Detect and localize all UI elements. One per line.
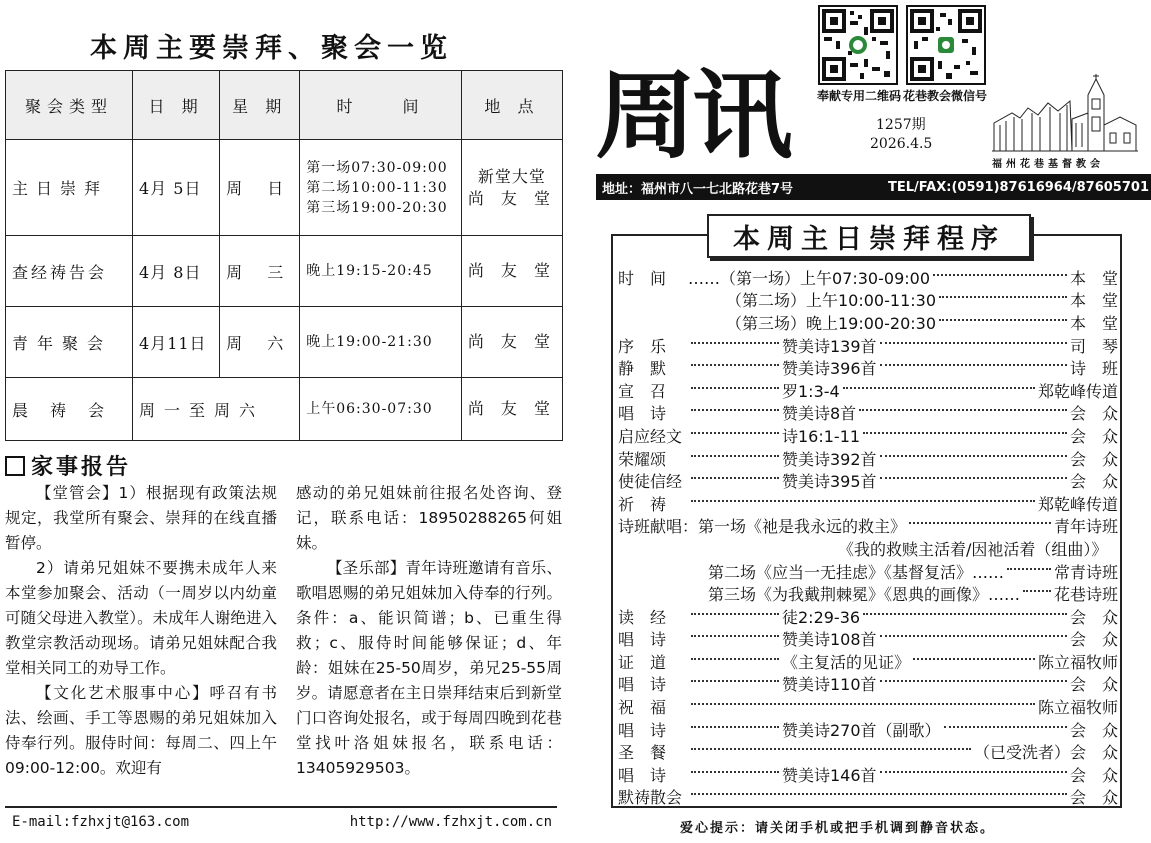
program-item (618, 673, 1118, 696)
program-item-content: 赞美诗395首 (782, 472, 877, 492)
family-report-left-column (5, 481, 277, 781)
header-date: 日 期 (133, 71, 220, 140)
leader-dots (913, 658, 1035, 660)
notice-paragraph: 感动的弟兄姐妹前往报名处咨询、登记，联系电话：18950288265何姐妹。 (296, 484, 562, 552)
website-link[interactable]: http://www.fzhxjt.com.cn (349, 814, 552, 830)
leader-dots (944, 726, 1067, 728)
leader-dots (691, 726, 779, 728)
program-item-label: 唱 诗 (618, 720, 667, 740)
family-report-title: 家事报告 (31, 454, 132, 480)
header-type: 聚会类型 (6, 71, 133, 140)
meeting-time (300, 140, 462, 236)
program-item (618, 492, 1118, 515)
leader-dots (880, 477, 1067, 479)
program-item (618, 311, 1118, 334)
leader-dots (880, 771, 1067, 773)
program-item-label: 时 间 (618, 268, 667, 288)
leader-dots (909, 522, 1051, 524)
program-item-label: 荣耀颂 (618, 449, 667, 469)
program-item (618, 356, 1118, 379)
program-item-leader: 本 堂 (1069, 313, 1118, 333)
leader-dots (691, 658, 779, 660)
table-row (6, 140, 563, 236)
program-item-content: 《我的救赎主活着/因祂活着（组曲）》 (838, 539, 1108, 559)
notice-paragraph: 【圣乐部】青年诗班邀请有音乐、歌唱恩赐的弟兄姐妹加入侍奉的行列。条件：a、能识简谱；b、已重生得救；c、服侍时间能够保证；d、年龄：姐妹在25-50周岁，弟兄25-55周岁。请愿意者在主日崇拜结束后到新堂门口咨询处报名，或于每周四晚到花巷堂找叶洛姐妹报名，联系电话：13405929503。 (296, 559, 562, 777)
leader-dots (691, 342, 779, 344)
meeting-time: 上午06:30-07:30 (300, 378, 462, 441)
leader-dots (691, 387, 779, 389)
leader-dots (880, 364, 1067, 366)
program-item (618, 424, 1118, 447)
program-item (618, 582, 1118, 605)
leader-dots (691, 635, 779, 637)
table-row (6, 378, 563, 441)
program-item (618, 266, 1118, 289)
notice-paragraph: 【文化艺术服事中心】呼召有书法、绘画、手工等恩赐的弟兄姐妹加入侍奉行列。服侍时间：每周二、四上午09:00-12:00。欢迎有 (5, 684, 277, 777)
program-item-label: 唱 诗 (618, 404, 667, 424)
leader-dots (691, 409, 779, 411)
meeting-place: 尚 友 堂 (461, 236, 562, 307)
leader-dots (691, 477, 779, 479)
program-item-leader: 本 堂 (1069, 268, 1118, 288)
program-item-content: 诗16:1-11 (782, 426, 861, 446)
program-item-content: 赞美诗110首 (782, 675, 877, 695)
leader-dots (863, 432, 1067, 434)
leader-dots (691, 703, 1035, 705)
program-item-content: 徒2:29-36 (782, 607, 861, 627)
leader-dots (691, 613, 779, 615)
meeting-place (461, 140, 562, 236)
meeting-date: 4月11日 (133, 307, 220, 378)
program-item-leader: 会 众 (1069, 404, 1118, 424)
issue-info (870, 116, 932, 154)
leader-dots (933, 274, 1067, 276)
program-item-leader: 会 众 (1069, 675, 1118, 695)
leader-dots (863, 613, 1067, 615)
program-item-label: 祈 祷 (618, 494, 667, 514)
program-item-content: 赞美诗146首 (782, 765, 877, 785)
program-item (618, 628, 1118, 651)
leader-dots (880, 635, 1067, 637)
program-item-content: 赞美诗108首 (782, 630, 877, 650)
time-line: 第二场10:00-11:30 (306, 179, 448, 196)
church-name: 福州花巷基督教会 (992, 159, 1104, 170)
program-item-label: 圣 餐 (618, 743, 667, 763)
program-item (618, 650, 1118, 673)
program-title: 本周主日崇拜程序 (707, 214, 1031, 258)
donation-qr-label: 奉献专用二维码 (817, 89, 902, 103)
family-report-right-column (296, 481, 562, 781)
program-item-leader: 郑乾峰传道 (1037, 381, 1118, 401)
time-line: 第三场19:00-20:30 (306, 199, 448, 216)
program-item-leader: 本 堂 (1069, 291, 1118, 311)
program-item-content: 赞美诗8首 (782, 404, 857, 424)
program-item-leader: 会 众 (1069, 765, 1118, 785)
program-item-label: 启应经文 (618, 426, 683, 446)
table-row (6, 236, 563, 307)
header-weekday: 星 期 (220, 71, 300, 140)
program-item-content: 第三场《为我戴荆棘冕》《恩典的画像》…… (708, 585, 1021, 605)
program-item-label: 祝 福 (618, 698, 667, 718)
program-list (618, 266, 1118, 808)
program-item (618, 560, 1118, 583)
leader-dots (880, 342, 1067, 344)
leader-dots (939, 296, 1067, 298)
program-item-leader: （已受洗者）会 众 (973, 743, 1118, 763)
leader-dots (691, 680, 779, 682)
leader-dots (1007, 568, 1051, 570)
program-item (618, 515, 1118, 538)
wechat-qr-label: 花巷教会微信号 (903, 89, 988, 103)
address-text: 地址：福州市八一七北路花巷7号 (602, 181, 794, 197)
meeting-time: 晚上19:00-21:30 (300, 307, 462, 378)
time-line: 第一场07:30-09:00 (306, 159, 448, 176)
place-line: 尚 友 堂 (467, 188, 556, 208)
notice-paragraph: 【堂管会】1）根据现有政策法规规定，我堂所有聚会、崇拜的在线直播暂停。 (5, 484, 277, 552)
place-line: 新堂大堂 (477, 166, 546, 186)
header-place: 地 点 (461, 71, 562, 140)
program-item-label: 宣 召 (618, 381, 667, 401)
leader-dots (691, 364, 779, 366)
leader-dots (880, 680, 1067, 682)
program-item-label: 唱 诗 (618, 630, 667, 650)
program-item-leader: 诗 班 (1069, 359, 1118, 379)
phone-text: TEL/FAX:(0591)87616964/87605701 (888, 179, 1149, 195)
address-bar (596, 174, 1151, 200)
program-item-label: 唱 诗 (618, 675, 667, 695)
program-item-label: 使徒信经 (618, 472, 683, 492)
program-item-label: 诗班献唱： (618, 517, 699, 537)
program-item-content: 赞美诗392首 (782, 449, 877, 469)
program-item (618, 537, 1118, 560)
program-item-leader: 花巷诗班 (1053, 585, 1118, 605)
program-item-leader: 会 众 (1069, 426, 1118, 446)
program-item-leader: 司 琴 (1069, 336, 1118, 356)
program-item (618, 740, 1118, 763)
program-item-content: 罗1:3-4 (782, 381, 840, 401)
family-report-heading (5, 450, 131, 481)
program-item-content: 第一场《祂是我永远的救主》 (698, 517, 907, 537)
program-item-label: 唱 诗 (618, 765, 667, 785)
meeting-type: 查经祷告会 (6, 236, 133, 307)
program-item-label: 默祷散会 (618, 788, 683, 808)
program-item (618, 763, 1118, 786)
program-item-leader: 会 众 (1069, 449, 1118, 469)
leader-dots (691, 793, 1067, 795)
donation-qr-code-icon (818, 5, 898, 85)
leader-dots (691, 500, 1035, 502)
program-item-content: ……（第一场）上午07:30-09:00 (688, 268, 930, 288)
leader-dots (880, 455, 1067, 457)
program-item-leader: 陈立福牧师 (1037, 698, 1118, 718)
notice-paragraph: 2）请弟兄姐妹不要携未成年人来本堂参加聚会、活动（一周岁以内幼童可随父母进入教堂）。未成年人谢绝进入教堂宗教活动现场。请弟兄姐妹配合我堂相关同工的劝导工作。 (5, 559, 277, 677)
program-item-leader: 陈立福牧师 (1037, 652, 1118, 672)
program-item-content: 赞美诗270首（副歌） (782, 720, 941, 740)
program-item-leader: 青年诗班 (1053, 517, 1118, 537)
program-item (618, 402, 1118, 425)
schedule-table (5, 70, 563, 441)
schedule-title: 本周主要崇拜、聚会一览 (90, 33, 453, 64)
meeting-type: 晨祷会 (6, 378, 133, 441)
issue-date: 2026.4.5 (870, 136, 933, 152)
meeting-place: 尚 友 堂 (461, 378, 562, 441)
footer-divider (5, 806, 557, 808)
table-header-row (6, 71, 563, 140)
leader-dots (939, 319, 1067, 321)
meeting-type: 主日崇拜 (6, 140, 133, 236)
program-item (618, 786, 1118, 809)
header-time: 时 间 (300, 71, 462, 140)
program-item (618, 469, 1118, 492)
program-item (618, 289, 1118, 312)
meeting-date: 周一至周六 (133, 378, 300, 441)
program-item-leader: 会 众 (1069, 607, 1118, 627)
leader-dots (843, 387, 1035, 389)
program-item-content: （第三场）晚上19:00-20:30 (726, 313, 936, 333)
program-item (618, 334, 1118, 357)
program-item (618, 447, 1118, 470)
contact-footer (12, 814, 552, 830)
program-item-content: 赞美诗139首 (782, 336, 877, 356)
program-item-leader: 会 众 (1069, 788, 1118, 808)
program-item-leader: 会 众 (1069, 630, 1118, 650)
church-building-icon (992, 73, 1138, 153)
masthead-title: 周讯 (595, 59, 789, 172)
meeting-weekday: 周 三 (220, 236, 300, 307)
leader-dots (859, 409, 1067, 411)
meeting-place: 尚 友 堂 (461, 307, 562, 378)
meeting-type: 青年聚会 (6, 307, 133, 378)
program-item (618, 718, 1118, 741)
leader-dots (1023, 590, 1051, 592)
wechat-qr-code-icon (906, 5, 986, 85)
program-item-leader: 郑乾峰传道 (1037, 494, 1118, 514)
program-item (618, 695, 1118, 718)
meeting-weekday: 周 六 (220, 307, 300, 378)
meeting-date: 4月 8日 (133, 236, 220, 307)
program-item (618, 379, 1118, 402)
email-text[interactable]: E-mail:fzhxjt@163.com (12, 814, 190, 830)
leader-dots (691, 432, 779, 434)
program-item-label: 序 乐 (618, 336, 667, 356)
program-item-leader: 常青诗班 (1053, 562, 1118, 582)
meeting-weekday: 周 日 (220, 140, 300, 236)
leader-dots (691, 771, 779, 773)
program-item-leader: 会 众 (1069, 720, 1118, 740)
program-item (618, 605, 1118, 628)
program-item-leader: 会 众 (1069, 472, 1118, 492)
program-item-content: 《主复活的见证》 (782, 652, 911, 672)
leader-dots (691, 748, 971, 750)
meeting-time: 晚上19:15-20:45 (300, 236, 462, 307)
program-item-label: 静 默 (618, 359, 667, 379)
program-item-content: 赞美诗396首 (782, 359, 877, 379)
table-row (6, 307, 563, 378)
program-item-content: （第二场）上午10:00-11:30 (726, 291, 936, 311)
program-item-label: 证 道 (618, 652, 667, 672)
checkbox-square-icon (5, 456, 25, 476)
program-item-content: 第二场《应当一无挂虑》《基督复活》…… (708, 562, 1005, 582)
program-item-label: 读 经 (618, 607, 667, 627)
leader-dots (691, 455, 779, 457)
reminder-tip: 爱心提示：请关闭手机或把手机调到静音状态。 (680, 821, 996, 836)
issue-number: 1257期 (876, 117, 926, 133)
meeting-date: 4月 5日 (133, 140, 220, 236)
